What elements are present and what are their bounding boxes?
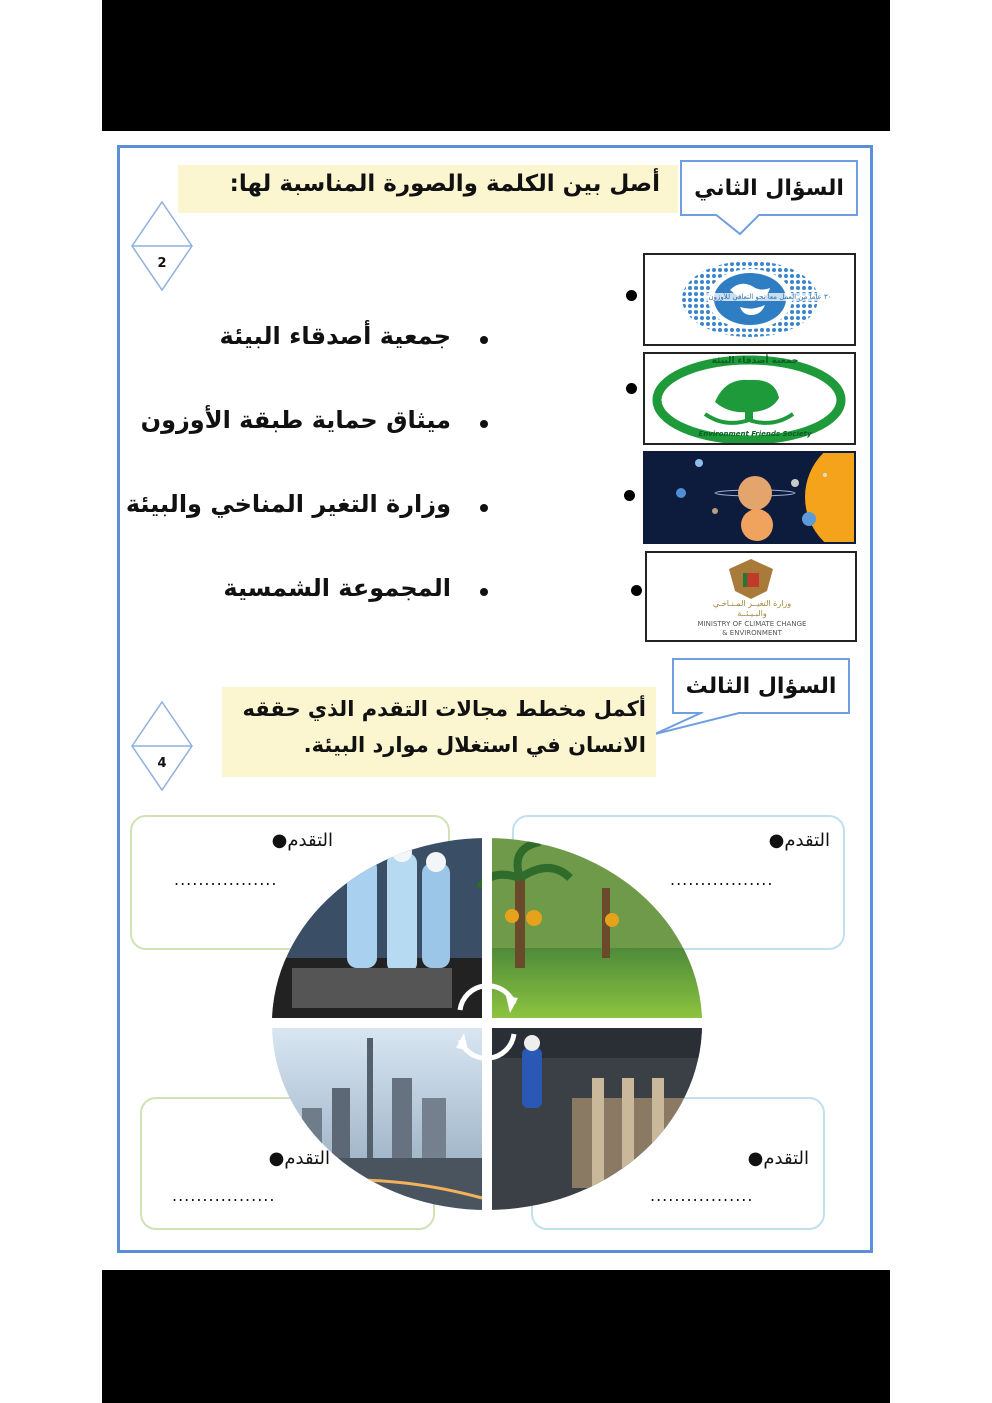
- item-bullet: [480, 588, 488, 596]
- answer-label-top-right: التقدم●: [768, 830, 830, 851]
- q3-instruction-line2: الانسان في استغلال موارد البيئة.: [303, 733, 646, 757]
- q2-title-pointer: [715, 214, 760, 236]
- ministry-name-arabic-2: والبـيـئــة: [737, 609, 767, 618]
- technology-lab-image: [272, 838, 482, 1018]
- emblem-icon: [647, 553, 855, 603]
- ozone-logo-image: [643, 253, 856, 346]
- item-bullet: [480, 420, 488, 428]
- solar-system-graphic: [645, 453, 854, 542]
- q3-title-pointer: [655, 712, 745, 738]
- ministry-name-english-1: MINISTRY OF CLIMATE CHANGE: [697, 620, 807, 628]
- q3-instruction-box: [222, 687, 656, 777]
- ministry-name-english-2: & ENVIRONMENT: [722, 629, 782, 637]
- answer-label-bottom-right: التقدم●: [747, 1148, 809, 1169]
- match-dot[interactable]: [624, 490, 635, 501]
- society-name-english: Environment Friends Society: [698, 430, 812, 438]
- q2-instruction-box: [178, 165, 678, 213]
- q2-marks: 2: [157, 256, 167, 271]
- q3-marks: 4: [157, 756, 167, 771]
- answer-blank-top-left[interactable]: .................: [174, 870, 278, 889]
- match-dot[interactable]: [626, 383, 637, 394]
- q3-instruction-line1: أكمل مخطط مجالات التقدم الذي حققه: [242, 697, 646, 721]
- top-black-bar: [102, 0, 890, 131]
- solar-system-image: [643, 451, 856, 544]
- item-friends-society: جمعية أصدقاء البيئة: [219, 322, 451, 350]
- bottom-black-bar: [102, 1270, 890, 1403]
- item-bullet: [480, 336, 488, 344]
- q2-instruction: أصل بين الكلمة والصورة المناسبة لها:: [229, 171, 660, 197]
- ozone-logo-caption: ٣٠ عاماً من العمل معاً نحو التعافي للأوزون: [705, 293, 835, 301]
- answer-blank-top-right[interactable]: .................: [670, 870, 774, 889]
- match-dot[interactable]: [626, 290, 637, 301]
- agriculture-palm-image: [480, 838, 702, 1018]
- ministry-name-arabic-1: وزارة التغيــر المـنـاخـي: [712, 599, 792, 608]
- friends-society-logo-image: [643, 352, 856, 445]
- industry-factory-image: [492, 1028, 702, 1210]
- item-solar-system: المجموعة الشمسية: [223, 574, 451, 602]
- q2-title: السؤال الثاني: [680, 160, 858, 216]
- answer-label-top-left: التقدم●: [271, 830, 333, 851]
- q3-title: السؤال الثالث: [672, 658, 850, 714]
- urban-city-image: [272, 1028, 482, 1210]
- item-climate-ministry: وزارة التغير المناخي والبيئة: [125, 490, 451, 518]
- match-dot[interactable]: [631, 585, 642, 596]
- answer-blank-bottom-right[interactable]: .................: [650, 1186, 754, 1205]
- q3-marks-diamond: [130, 700, 194, 792]
- q2-marks-diamond: [130, 200, 194, 292]
- item-bullet: [480, 504, 488, 512]
- item-ozone-charter: ميثاق حماية طبقة الأوزون: [140, 406, 451, 434]
- answer-label-bottom-left: التقدم●: [268, 1148, 330, 1169]
- answer-blank-bottom-left[interactable]: .................: [172, 1186, 276, 1205]
- society-name-arabic: جمعية أصدقاء البيئة: [711, 356, 799, 366]
- ministry-logo-image: [645, 551, 857, 642]
- progress-circle-diagram: [272, 838, 702, 1210]
